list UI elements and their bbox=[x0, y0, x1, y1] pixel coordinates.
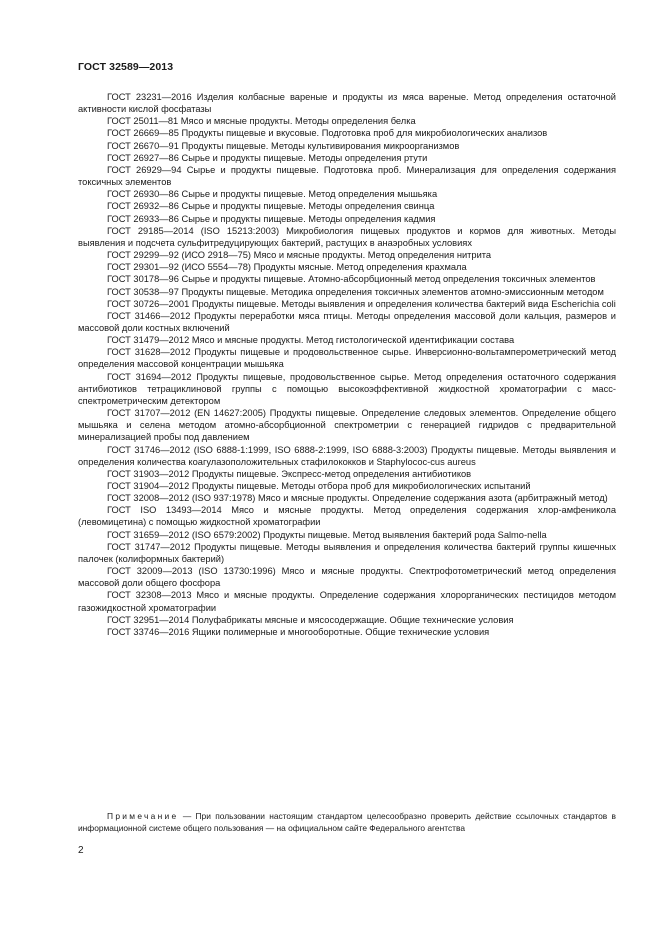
reference-item: ГОСТ 31747—2012 Продукты пищевые. Методы выявления и определения количества бактерий группы кишечных палочек (колиформных бактерий) bbox=[78, 541, 616, 564]
reference-item: ГОСТ 31628—2012 Продукты пищевые и продовольственное сырье. Инверсионно-вольтамперометрический метод определения массовой концентрации мышьяка bbox=[78, 347, 616, 370]
note-label: Примечание bbox=[107, 811, 179, 821]
reference-item: ГОСТ 31746—2012 (ISO 6888-1:1999, ISO 6888-2:1999, ISO 6888-3:2003) Продукты пищевые. Методы выявления и определения количества коагулазоположительных стафилококков и Staphylococ-cus aureus bbox=[78, 444, 616, 467]
reference-item: ГОСТ 26932—86 Сырье и продукты пищевые. Методы определения свинца bbox=[107, 201, 435, 212]
reference-item: ГОСТ 33746—2016 Ящики полимерные и многооборотные. Общие технические условия bbox=[107, 626, 490, 637]
reference-item: ГОСТ 26933—86 Сырье и продукты пищевые. Методы определения кадмия bbox=[107, 213, 436, 224]
reference-item: ГОСТ 32008—2012 (ISO 937:1978) Мясо и мясные продукты. Определение содержания азота (арбитражный метод) bbox=[107, 493, 608, 504]
normative-references-list bbox=[78, 91, 616, 638]
reference-item: ГОСТ 31903—2012 Продукты пищевые. Экспресс-метод определения антибиотиков bbox=[107, 468, 472, 479]
reference-item: ГОСТ 31466—2012 Продукты переработки мяса птицы. Методы определения массовой доли кальция, размеров и массовой доли костных включений bbox=[78, 310, 616, 333]
note-paragraph bbox=[78, 811, 616, 835]
reference-item: ГОСТ ISO 13493—2014 Мясо и мясные продукты. Метод определения содержания хлор-амфеникола (левомицетина) с помощью жидкостной хроматографии bbox=[78, 505, 616, 528]
reference-item: ГОСТ 25011—81 Мясо и мясные продукты. Методы определения белка bbox=[107, 116, 416, 127]
reference-item: ГОСТ 29185—2014 (ISO 15213:2003) Микробиология пищевых продуктов и кормов для животных. Методы выявления и подсчета сульфитредуцирующих бактерий, растущих в анаэробных условиях bbox=[78, 225, 616, 248]
reference-item: ГОСТ 26927—86 Сырье и продукты пищевые. Методы определения ртути bbox=[107, 152, 428, 163]
reference-item: ГОСТ 26930—86 Сырье и продукты пищевые. Метод определения мышьяка bbox=[107, 189, 438, 200]
reference-item: ГОСТ 31659—2012 (ISO 6579:2002) Продукты пищевые. Метод выявления бактерий рода Salmo-nella bbox=[107, 529, 547, 540]
reference-item: ГОСТ 29299—92 (ИСО 2918—75) Мясо и мясные продукты. Метод определения нитрита bbox=[107, 250, 492, 261]
reference-item: ГОСТ 31707—2012 (EN 14627:2005) Продукты пищевые. Определение следовых элементов. Определение общего мышьяка и селена методом атомно-абсорбционной спектрометрии с генерацией гидридов с предварительной минерализацией пробы под давлением bbox=[78, 408, 616, 443]
reference-item: ГОСТ 32308—2013 Мясо и мясные продукты. Определение содержания хлорорганических пестицидов методом газожидкостной хроматографии bbox=[78, 590, 616, 613]
reference-item: ГОСТ 26669—85 Продукты пищевые и вкусовые. Подготовка проб для микробиологических анализов bbox=[107, 128, 548, 139]
reference-item: ГОСТ 31904—2012 Продукты пищевые. Методы отбора проб для микробиологических испытаний bbox=[107, 481, 531, 491]
reference-item: ГОСТ 31694—2012 Продукты пищевые, продовольственное сырье. Метод определения остаточного содержания антибиотиков тетрациклиновой группы с помощью высокоэффективной жидкостной хроматографии с масс-спектрометрическим детектором bbox=[78, 371, 616, 406]
reference-item: ГОСТ 26670—91 Продукты пищевые. Методы культивирования микроорганизмов bbox=[107, 140, 460, 151]
reference-item: ГОСТ 23231—2016 Изделия колбасные вареные и продукты из мяса вареные. Метод определения остаточной активности кислой фосфатазы bbox=[78, 92, 616, 115]
document-header: ГОСТ 32589—2013 bbox=[78, 61, 174, 73]
reference-item: ГОСТ 31479—2012 Мясо и мясные продукты. Метод гистологической идентификации состава bbox=[107, 335, 515, 346]
reference-item: ГОСТ 26929—94 Сырье и продукты пищевые. Подготовка проб. Минерализация для определения содержания токсичных элементов bbox=[78, 164, 616, 188]
reference-item: ГОСТ 30726—2001 Продукты пищевые. Методы выявления и определения количества бактерий вида Escherichia coli bbox=[107, 298, 616, 309]
reference-item: ГОСТ 29301—92 (ИСО 5554—78) Продукты мясные. Метод определения крахмала bbox=[107, 262, 467, 273]
reference-item: ГОСТ 30538—97 Продукты пищевые. Методика определения токсичных элементов атомно-эмиссионным методом bbox=[107, 286, 604, 297]
note-text: — При пользовании настоящим стандартом целесообразно проверить действие ссылочных стандартов в информационной системе общего пользования — на официальном сайте Федерального агентства bbox=[78, 811, 617, 833]
reference-item: ГОСТ 32951—2014 Полуфабрикаты мясные и мясосодержащие. Общие технические условия bbox=[107, 614, 514, 625]
reference-item: ГОСТ 32009—2013 (ISO 13730:1996) Мясо и мясные продукты. Спектрофотометрический метод определения массовой доли общего фосфора bbox=[78, 566, 616, 589]
page-number: 2 bbox=[78, 845, 84, 856]
reference-item: ГОСТ 30178—96 Сырье и продукты пищевые. Атомно-абсорбционный метод определения токсичных элементов bbox=[107, 274, 596, 285]
